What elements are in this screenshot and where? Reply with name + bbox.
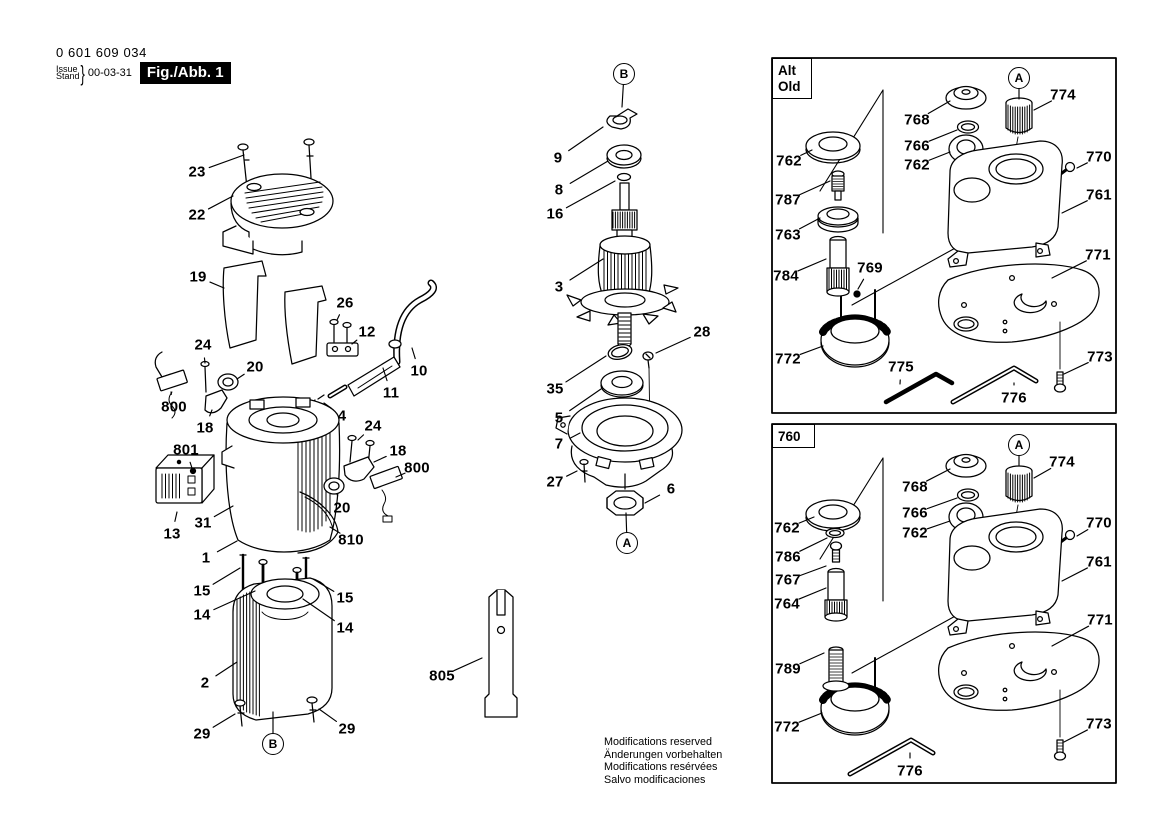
leader-line: [800, 566, 826, 576]
leader-line: [566, 181, 615, 208]
callout-805: 805: [429, 667, 455, 685]
callout-23: 23: [188, 163, 206, 181]
leader-line: [237, 374, 244, 379]
callout-771: 771: [1087, 611, 1113, 629]
variant-760-tag: 760: [772, 424, 815, 448]
callout-27: 27: [546, 473, 564, 491]
issue-date: 00-03-31: [87, 67, 132, 79]
callout-776: 776: [1001, 389, 1027, 407]
callout-28: 28: [693, 323, 711, 341]
leader-line: [217, 541, 237, 552]
v760-box-extras: [823, 529, 933, 775]
brace-glyph: }: [80, 60, 85, 86]
leader-line: [1062, 201, 1087, 213]
drawing-number: 0 601 609 034: [56, 45, 147, 60]
callout-6: 6: [666, 480, 676, 498]
leader-line: [927, 521, 950, 529]
leader-line: [800, 538, 827, 551]
leader-line: [569, 127, 603, 151]
armature-assembly: [567, 109, 678, 352]
leader-line: [799, 218, 820, 229]
callout-16: 16: [546, 205, 564, 223]
bearing-flange-group: [556, 342, 682, 515]
callout-2: 2: [200, 674, 210, 692]
leader-line: [858, 279, 864, 289]
modification-notice: [604, 736, 722, 786]
callout-810: 810: [338, 531, 364, 549]
callout-19: 19: [189, 268, 207, 286]
leader-line: [927, 469, 950, 481]
callout-18: 18: [196, 419, 214, 437]
leader-line: [567, 471, 577, 476]
leader-line: [1064, 363, 1088, 374]
callout-10: 10: [410, 362, 428, 380]
power-cord-10-11: [303, 283, 434, 409]
figure-label: Fig./Abb. 1: [140, 62, 231, 84]
v760-box-border: [772, 424, 1116, 783]
notice-line: Modifications reserved: [604, 736, 713, 748]
callout-764: 764: [774, 595, 800, 613]
callout-766: 766: [904, 137, 930, 155]
callout-769: 769: [857, 259, 883, 277]
callout-776: 776: [897, 762, 923, 780]
callout-801: 801: [173, 441, 199, 459]
callout-35: 35: [546, 380, 564, 398]
callout-14: 14: [193, 606, 211, 624]
motor-housing-1-31: [222, 397, 340, 553]
assembly-marker-A: A: [616, 532, 638, 554]
brush-left-800-18-20-24: [155, 352, 238, 418]
callout-773: 773: [1086, 715, 1112, 733]
leader-line: [798, 259, 826, 271]
callout-772: 772: [774, 718, 800, 736]
leader-line: [319, 709, 336, 721]
leader-line: [800, 653, 824, 664]
leader-line: [626, 513, 627, 532]
switch-13-801: [156, 455, 214, 503]
callout-8: 8: [554, 181, 564, 199]
leader-line: [800, 181, 830, 195]
assembly-marker-A: A: [1008, 434, 1030, 456]
callout-31: 31: [194, 514, 212, 532]
leader-line: [374, 456, 386, 462]
callout-761: 761: [1086, 553, 1112, 571]
leader-line: [1034, 101, 1051, 110]
leader-line: [656, 337, 690, 353]
callout-20: 20: [333, 499, 351, 517]
leader-line: [622, 85, 623, 107]
brush-plates-19: [223, 261, 326, 364]
flat-wrench-805: [485, 590, 517, 717]
callout-29: 29: [193, 725, 211, 743]
drawing-header: [56, 45, 231, 84]
leader-line: [337, 494, 338, 496]
leader-line: [358, 435, 363, 440]
callout-7: 7: [554, 435, 564, 453]
callout-26: 26: [336, 294, 354, 312]
leader-line: [337, 315, 339, 320]
notice-line: Änderungen vorbehalten: [604, 748, 723, 761]
leader-line: [1077, 163, 1087, 168]
notice-line: Modifications resérvées: [604, 761, 718, 774]
leader-line: [210, 282, 224, 288]
callout-774: 774: [1049, 453, 1075, 471]
leader-line: [209, 155, 244, 168]
callout-22: 22: [188, 206, 206, 224]
callout-762: 762: [902, 524, 928, 542]
leader-line: [800, 346, 823, 354]
callout-24: 24: [194, 336, 212, 354]
callout-762: 762: [904, 156, 930, 174]
assembly-marker-B: B: [613, 63, 635, 85]
assembly-marker-B: B: [262, 733, 284, 755]
leader-line: [1077, 530, 1088, 536]
callout-4: 4: [337, 407, 347, 425]
callout-5: 5: [554, 409, 564, 427]
callout-15: 15: [193, 582, 211, 600]
callout-767: 767: [775, 571, 801, 589]
callout-763: 763: [775, 226, 801, 244]
callout-20: 20: [246, 358, 264, 376]
callout-18: 18: [389, 442, 407, 460]
callout-774: 774: [1050, 86, 1076, 104]
callout-768: 768: [904, 111, 930, 129]
callout-29: 29: [338, 720, 356, 738]
callout-1: 1: [201, 549, 211, 567]
callout-15: 15: [336, 589, 354, 607]
leader-line: [1064, 730, 1087, 742]
callout-766: 766: [902, 504, 928, 522]
callout-771: 771: [1085, 246, 1111, 264]
callout-12: 12: [358, 323, 376, 341]
callout-800: 800: [161, 398, 187, 416]
leader-line: [566, 356, 606, 382]
leader-line: [175, 512, 177, 521]
callout-761: 761: [1086, 186, 1112, 204]
leader-line: [645, 495, 660, 503]
leader-line: [213, 568, 240, 584]
leader-line: [570, 161, 608, 183]
callout-9: 9: [553, 149, 563, 167]
callout-800: 800: [404, 459, 430, 477]
leader-line: [928, 101, 950, 114]
callout-770: 770: [1086, 514, 1112, 532]
callout-770: 770: [1086, 148, 1112, 166]
callout-775: 775: [888, 358, 914, 376]
leader-line: [929, 152, 950, 160]
callout-11: 11: [382, 384, 400, 402]
assembly-marker-A: A: [1008, 67, 1030, 89]
alt-old-version-tag: Alt Old: [772, 58, 812, 99]
alt-box-border: [772, 58, 1116, 413]
leader-line: [1062, 568, 1087, 581]
leader-line: [799, 713, 822, 722]
leader-line: [1034, 468, 1051, 478]
callout-789: 789: [775, 660, 801, 678]
callout-772: 772: [775, 350, 801, 368]
leader-line: [213, 714, 235, 727]
leader-line: [927, 498, 957, 509]
callout-14: 14: [336, 619, 354, 637]
leader-line: [208, 196, 233, 209]
leader-line: [799, 588, 826, 599]
leader-line: [412, 348, 415, 359]
callout-787: 787: [775, 191, 801, 209]
callout-786: 786: [775, 548, 801, 566]
callout-13: 13: [163, 525, 181, 543]
callout-784: 784: [773, 267, 799, 285]
terminal-block-12-26: [327, 320, 358, 357]
callout-24: 24: [364, 417, 382, 435]
leader-line: [204, 358, 205, 363]
callout-773: 773: [1087, 348, 1113, 366]
callout-3: 3: [554, 278, 564, 296]
leader-line: [454, 658, 482, 671]
callout-762: 762: [776, 152, 802, 170]
notice-line: Salvo modificaciones: [604, 773, 706, 786]
callout-762: 762: [774, 519, 800, 537]
callout-768: 768: [902, 478, 928, 496]
issue-stand-label: Issue Stand: [56, 63, 80, 81]
